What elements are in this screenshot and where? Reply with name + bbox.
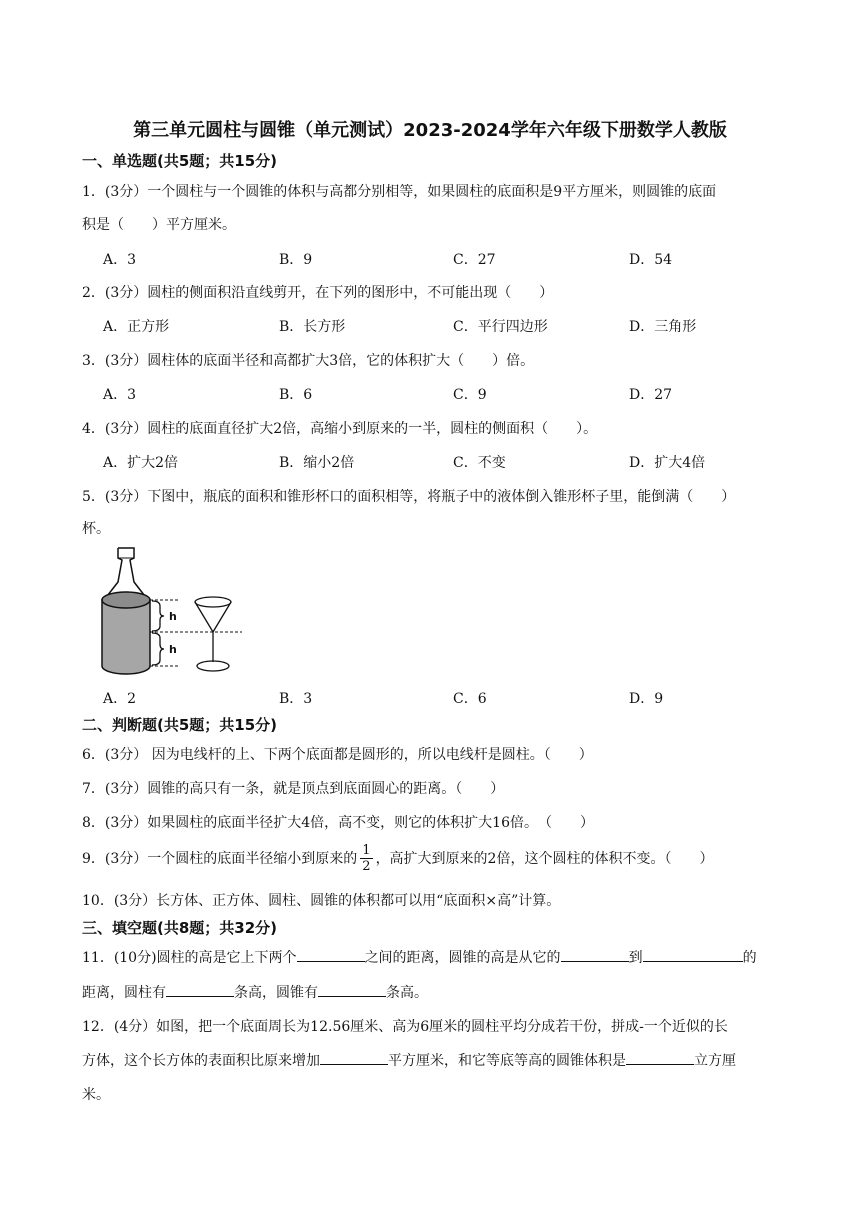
- answer-blank[interactable]: [626, 1050, 694, 1065]
- question-3-text: 3．(3分）圆柱体的底面半径和高都扩大3倍，它的体积扩大（ ）倍。: [82, 353, 535, 369]
- question-4-option-c: C．不变: [453, 455, 506, 471]
- question-11-text-3: 到: [628, 950, 643, 966]
- question-3-option-c: C．9: [453, 387, 487, 403]
- answer-blank[interactable]: [320, 1050, 388, 1065]
- fraction-numerator: 1: [362, 842, 371, 858]
- question-11-text-6: 条高，圆锥有: [234, 985, 318, 1001]
- question-12-text: 12．(4分）如图，把一个底面周长为12.56厘米、高为6厘米的圆柱平均分成若干份，拼成-一个近似的长: [82, 1019, 728, 1035]
- question-1-option-b: B．9: [279, 252, 313, 268]
- page-title: 第三单元圆柱与圆锥（单元测试）2023-2024学年六年级下册数学人教版: [133, 120, 727, 141]
- question-5-option-c: C．6: [453, 691, 487, 707]
- section-heading-single-choice: 一、单选题(共5题；共15分): [82, 152, 278, 170]
- question-11-text-5: 距离，圆柱有: [82, 985, 166, 1001]
- answer-blank[interactable]: [318, 982, 386, 997]
- question-4-option-b: B．缩小2倍: [279, 455, 355, 471]
- section-heading-true-false: 二、判断题(共5题；共15分): [82, 716, 278, 734]
- question-2-option-b: B．长方形: [279, 319, 346, 335]
- question-5-option-b: B．3: [279, 691, 313, 707]
- question-1-option-a: A．3: [103, 252, 137, 268]
- height-markers: [150, 600, 242, 666]
- question-1-option-c: C．27: [453, 252, 496, 268]
- answer-blank[interactable]: [166, 982, 234, 997]
- question-12-text-end: 米。: [82, 1087, 110, 1103]
- question-3-option-a: A．3: [103, 387, 137, 403]
- question-5-option-a: A．2: [103, 691, 137, 707]
- answer-blank[interactable]: [561, 947, 629, 962]
- question-11-text-2: 之间的距离，圆锥的高是从它的: [364, 950, 561, 966]
- question-9-text-before: 9．(3分）一个圆柱的底面半径缩小到原来的: [82, 851, 358, 867]
- one-half-fraction: [360, 843, 372, 874]
- height-label-bottom: h: [169, 643, 177, 656]
- question-4-option-a: A．扩大2倍: [103, 455, 179, 471]
- answer-blank[interactable]: [643, 947, 743, 962]
- question-4-option-d: D．扩大4倍: [629, 455, 706, 471]
- question-3-option-b: B．6: [279, 387, 313, 403]
- question-2-option-c: C．平行四边形: [453, 319, 548, 335]
- height-label-top: h: [169, 610, 177, 623]
- bottle-figure: [102, 548, 150, 674]
- question-4-text: 4．(3分）圆柱的底面直径扩大2倍，高缩小到原来的一半，圆柱的侧面积（ ）。: [82, 421, 598, 437]
- question-9-text-after: ，高扩大到原来的2倍，这个圆柱的体积不变。（ ）: [375, 851, 714, 867]
- cone-glass-figure: [195, 597, 231, 671]
- question-12-text-2: 平方厘米，和它等底等高的圆锥体积是: [388, 1053, 626, 1069]
- answer-blank[interactable]: [297, 947, 365, 962]
- question-1-text: 1．(3分）一个圆柱与一个圆锥的体积与高都分别相等，如果圆柱的底面积是9平方厘米，则圆锥的底面: [82, 184, 717, 200]
- question-2-option-a: A．正方形: [103, 319, 170, 335]
- fraction-denominator: 2: [362, 858, 371, 874]
- section-heading-fill-blank: 三、填空题(共8题；共32分): [82, 919, 278, 937]
- question-11-text-4: 的: [742, 950, 757, 966]
- question-11-text-7: 条高。: [386, 985, 428, 1001]
- question-1-option-d: D．54: [629, 252, 673, 268]
- question-5-text: 5．(3分）下图中，瓶底的面积和锥形杯口的面积相等，将瓶子中的液体倒入锥形杯子里，能倒满（ ）: [82, 489, 736, 505]
- question-7-text: 7．(3分）圆锥的高只有一条，就是顶点到底面圆心的距离。（ ）: [82, 781, 505, 797]
- question-11-text-1: 11．(10分)圆柱的高是它上下两个: [82, 950, 297, 966]
- question-5-option-d: D．9: [629, 691, 664, 707]
- question-9: [82, 838, 713, 878]
- question-6-text: 6．(3分） 因为电线杆的上、下两个底面都是圆形的，所以电线杆是圆柱。（ ）: [82, 747, 593, 763]
- question-12-text-1: 方体，这个长方体的表面积比原来增加: [82, 1053, 320, 1069]
- question-11-line-1: [82, 947, 757, 967]
- question-1-text-cont: 积是（ ）平方厘米。: [82, 217, 236, 233]
- question-3-option-d: D．27: [629, 387, 673, 403]
- question-11-line-2: [82, 982, 428, 1002]
- bottle-and-cone-glass-figure: [90, 544, 250, 682]
- question-10-text: 10．(3分）长方体、正方体、圆柱、圆锥的体积都可以用“底面积×高”计算。: [82, 893, 561, 909]
- question-5-text-cont: 杯。: [82, 521, 110, 537]
- question-8-text: 8．(3分）如果圆柱的底面半径扩大4倍，高不变，则它的体积扩大16倍。 （ ）: [82, 815, 594, 831]
- question-12-text-3: 立方厘: [694, 1053, 736, 1069]
- question-12-line-2: [82, 1050, 736, 1070]
- question-2-text: 2．(3分）圆柱的侧面积沿直线剪开，在下列的图形中，不可能出现（ ）: [82, 285, 554, 301]
- question-2-option-d: D．三角形: [629, 319, 697, 335]
